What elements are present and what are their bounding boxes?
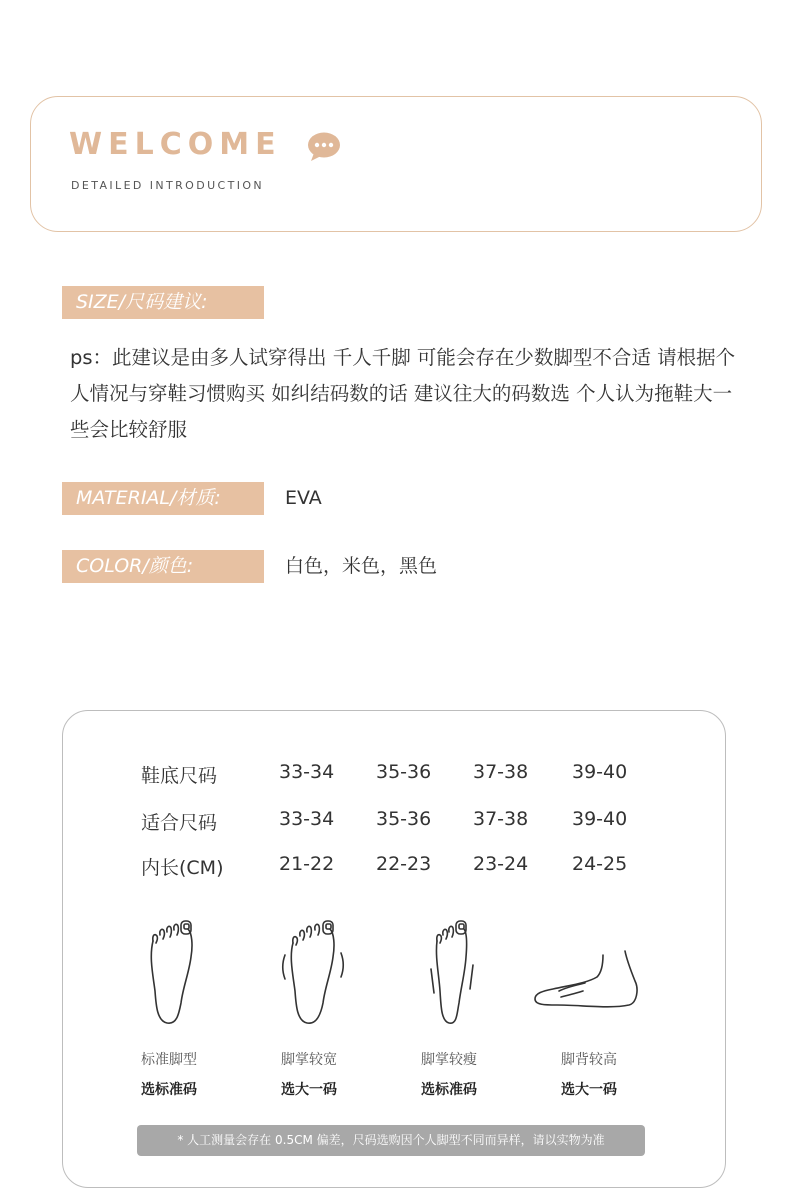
size-table	[62, 710, 726, 1188]
speech-bubble-icon	[306, 131, 342, 163]
size-tag: SIZE/尺码建议:	[62, 286, 264, 319]
table-cell: 33-34	[279, 761, 335, 783]
table-cell: 37-38	[473, 761, 529, 783]
foot-label: 标准脚型	[141, 1052, 197, 1068]
color-tag: COLOR/颜色:	[62, 550, 264, 583]
welcome-title: WELCOME	[69, 127, 282, 162]
size-note: ps：此建议是由多人试穿得出 千人千脚 可能会存在少数脚型不合适 请根据个人情况与穿鞋习惯购买 如纠结码数的话 建议往大的码数选 个人认为拖鞋大一些会比较舒服	[70, 346, 736, 441]
narrow-foot-icon	[423, 917, 483, 1029]
color-value: 白色，米色，黑色	[285, 555, 438, 577]
table-cell: 39-40	[572, 761, 628, 783]
welcome-box	[30, 96, 762, 232]
table-cell: 35-36	[376, 761, 432, 783]
foot-advice: 选大一码	[561, 1082, 617, 1098]
standard-foot-icon	[143, 917, 203, 1029]
table-cell: 37-38	[473, 808, 529, 830]
wide-foot-icon	[279, 917, 349, 1029]
row-label-fit-size: 适合尺码	[141, 812, 218, 834]
foot-advice: 选标准码	[141, 1082, 197, 1098]
high-instep-foot-icon	[531, 947, 643, 1013]
foot-label: 脚背较高	[561, 1052, 617, 1068]
table-cell: 35-36	[376, 808, 432, 830]
material-tag: MATERIAL/材质:	[62, 482, 264, 515]
welcome-subtitle: DETAILED INTRODUCTION	[71, 179, 265, 192]
row-label-inner-length: 内长(CM)	[141, 857, 224, 879]
material-value: EVA	[285, 487, 322, 509]
row-label-sole-size: 鞋底尺码	[141, 765, 218, 787]
foot-advice: 选大一码	[281, 1082, 337, 1098]
foot-label: 脚掌较宽	[281, 1052, 337, 1068]
table-cell: 23-24	[473, 853, 529, 875]
table-cell: 33-34	[279, 808, 335, 830]
foot-label: 脚掌较瘦	[421, 1052, 477, 1068]
foot-advice: 选标准码	[421, 1082, 477, 1098]
table-cell: 39-40	[572, 808, 628, 830]
table-cell: 21-22	[279, 853, 335, 875]
table-cell: 22-23	[376, 853, 432, 875]
table-cell: 24-25	[572, 853, 628, 875]
disclaimer-bar: * 人工测量会存在 0.5CM 偏差，尺码选购因个人脚型不同而异样，请以实物为准	[137, 1125, 645, 1156]
